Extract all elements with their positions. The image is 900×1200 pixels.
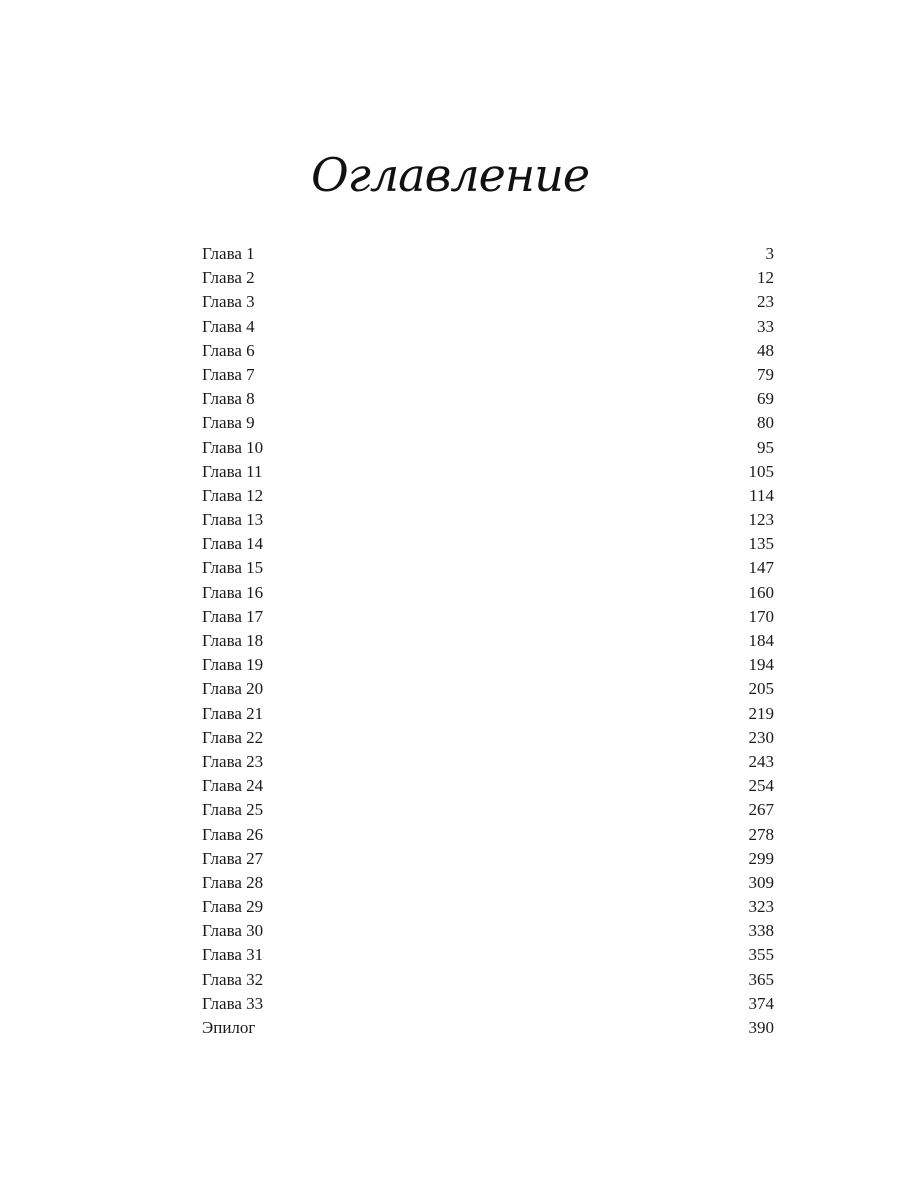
page-title: Оглавление [310,148,590,202]
toc-entry-page-number: 267 [748,800,774,820]
toc-entry-page-number: 219 [748,703,774,723]
toc-entry-page-number: 69 [757,389,774,409]
toc-entry-label: Глава 6 [202,340,255,360]
toc-entry-page-number: 374 [748,993,774,1013]
toc-entry [202,629,774,653]
toc-entry [202,581,774,605]
toc-entry [202,436,774,460]
toc-entry-page-number: 338 [748,921,774,941]
toc-entry-page-number: 23 [757,292,774,312]
toc-entry-label: Глава 3 [202,292,255,312]
toc-entry-page-number: 80 [757,413,774,433]
toc-entry [202,556,774,580]
toc-entry-label: Глава 25 [202,800,264,820]
toc-entry [202,315,774,339]
toc-entry-page-number: 309 [748,872,774,892]
toc-entry [202,460,774,484]
toc-entry-page-number: 194 [748,655,774,675]
toc-entry [202,968,774,992]
toc-entry [202,943,774,967]
toc-entry [202,363,774,387]
toc-entry-label: Эпилог [202,1018,256,1037]
toc-entry-page-number: 254 [748,776,774,796]
toc-entry-label: Глава 27 [202,848,264,868]
toc-entry-label: Глава 31 [202,945,264,965]
toc-entry-page-number: 48 [757,340,774,360]
toc-entry-label: Глава 11 [202,461,263,481]
toc-entry [202,508,774,532]
toc-entry-label: Глава 14 [202,534,264,554]
toc-entry [202,653,774,677]
toc-entry-page-number: 355 [748,945,774,965]
toc-entry [202,823,774,847]
toc-entry-page-number: 3 [765,244,774,263]
toc-entry [202,677,774,701]
toc-entry-label: Глава 8 [202,389,255,409]
toc-entry-label: Глава 10 [202,437,264,457]
toc-entry [202,387,774,411]
toc-entry [202,266,774,290]
toc-entry-page-number: 184 [748,631,774,650]
toc-entry-label: Глава 2 [202,268,255,288]
toc-entry [202,798,774,822]
toc-entry [202,605,774,629]
toc-entry-label: Глава 20 [202,679,264,699]
toc-entry-page-number: 299 [748,848,774,868]
toc-entry [202,750,774,774]
toc-entry [202,411,774,435]
toc-entry-label: Глава 12 [202,485,264,505]
toc-entry-label: Глава 16 [202,582,264,602]
toc-entry-label: Глава 19 [202,655,264,675]
toc-entry [202,484,774,508]
toc-entry-page-number: 114 [749,485,774,505]
toc-entry-label: Глава 17 [202,606,264,626]
toc-entry-label: Глава 30 [202,921,264,941]
toc-entry-label: Глава 9 [202,413,255,433]
toc-entry [202,919,774,943]
toc-entry [202,1016,774,1040]
toc-entry-page-number: 95 [757,437,774,457]
toc-entry-page-number: 135 [748,534,774,554]
toc-entry [202,242,774,266]
toc-entry-label: Глава 29 [202,897,264,917]
toc-entry-label: Глава 26 [202,824,264,844]
toc-entry [202,871,774,895]
toc-entry-page-number: 147 [748,558,774,578]
toc-entry [202,532,774,556]
toc-entry [202,774,774,798]
toc-entry-label: Глава 28 [202,872,264,892]
toc-entry [202,992,774,1016]
toc-entry [202,290,774,314]
toc-entry-page-number: 390 [748,1018,774,1037]
toc-entry-page-number: 33 [757,316,774,336]
toc-entry-label: Глава 7 [202,364,255,384]
toc-entry-label: Глава 24 [202,776,264,796]
toc-entry-page-number: 79 [757,364,774,384]
toc-entry-page-number: 278 [748,824,774,844]
toc-entry-label: Глава 15 [202,558,264,578]
toc-entry [202,726,774,750]
toc-entry-page-number: 105 [748,461,774,481]
toc-entry-label: Глава 4 [202,316,255,336]
toc-entry-page-number: 323 [748,897,774,917]
toc-entry-label: Глава 21 [202,703,264,723]
toc-entry-page-number: 123 [748,510,774,530]
toc-entry-label: Глава 23 [202,751,264,771]
toc-entry [202,702,774,726]
toc-entry-page-number: 230 [748,727,774,747]
toc-entry-page-number: 170 [748,606,774,626]
toc-entry-label: Глава 1 [202,244,255,263]
toc-entry-label: Глава 32 [202,969,264,989]
toc-entry-page-number: 365 [748,969,774,989]
toc-entry [202,339,774,363]
toc-entry-label: Глава 33 [202,993,264,1013]
toc-entry-page-number: 243 [748,751,774,771]
toc-entry [202,847,774,871]
toc-entry-page-number: 205 [748,679,774,699]
table-of-contents [202,242,774,1040]
toc-entry-label: Глава 18 [202,631,264,650]
toc-entry [202,895,774,919]
toc-entry-label: Глава 13 [202,510,264,530]
toc-entry-page-number: 160 [748,582,774,602]
toc-entry-page-number: 12 [757,268,774,288]
toc-entry-label: Глава 22 [202,727,264,747]
